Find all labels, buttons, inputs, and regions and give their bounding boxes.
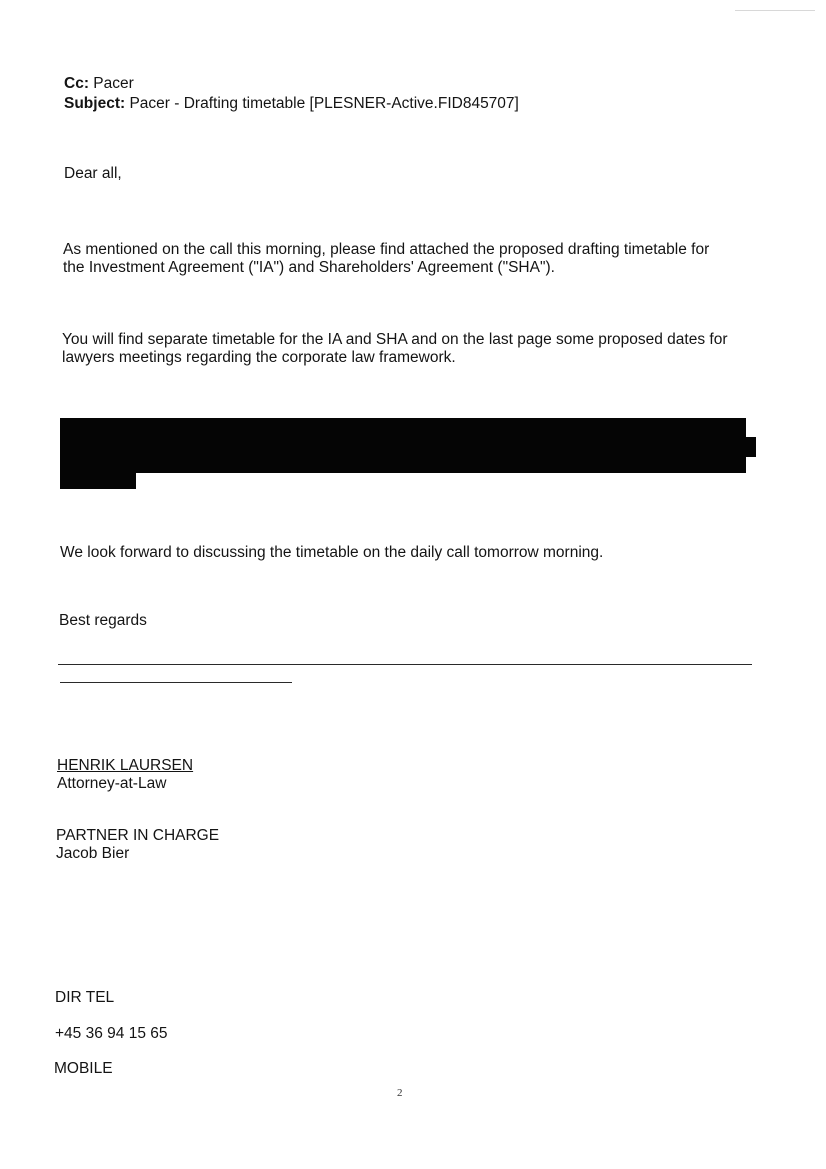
paragraph-3: We look forward to discussing the timetable on the daily call tomorrow morning.	[60, 544, 604, 561]
redaction-block-notch	[744, 437, 756, 457]
redaction-block	[60, 418, 746, 473]
greeting: Dear all,	[64, 165, 122, 182]
closing: Best regards	[59, 612, 147, 629]
partner-name: Jacob Bier	[56, 845, 130, 862]
subject-label: Subject:	[64, 95, 126, 112]
dir-tel-value: +45 36 94 15 65	[55, 1025, 168, 1042]
page-number: 2	[397, 1087, 403, 1099]
subject-line	[64, 95, 519, 113]
subject-value: Pacer - Drafting timetable [PLESNER-Active.FID845707]	[129, 95, 519, 112]
partner-label: PARTNER IN CHARGE	[56, 827, 220, 844]
redaction-block-tail	[60, 470, 136, 489]
cc-value: Pacer	[93, 75, 134, 92]
paragraph-2-line-2: lawyers meetings regarding the corporate law framework.	[62, 349, 456, 366]
dir-tel-label: DIR TEL	[55, 989, 115, 1006]
scan-artifact-line	[735, 10, 815, 11]
paragraph-1-line-2: the Investment Agreement ("IA") and Shareholders' Agreement ("SHA").	[63, 259, 555, 276]
cc-label: Cc:	[64, 75, 89, 92]
signature-title: Attorney-at-Law	[57, 775, 167, 792]
signature-name: HENRIK LAURSEN	[57, 757, 194, 774]
mobile-label: MOBILE	[54, 1060, 113, 1077]
signature-divider-long	[58, 664, 752, 665]
signature-divider-short	[60, 682, 292, 683]
cc-line	[64, 75, 134, 93]
paragraph-1-line-1: As mentioned on the call this morning, please find attached the proposed drafting timetable for	[63, 241, 710, 258]
paragraph-2-line-1: You will find separate timetable for the IA and SHA and on the last page some proposed dates for	[62, 331, 728, 348]
